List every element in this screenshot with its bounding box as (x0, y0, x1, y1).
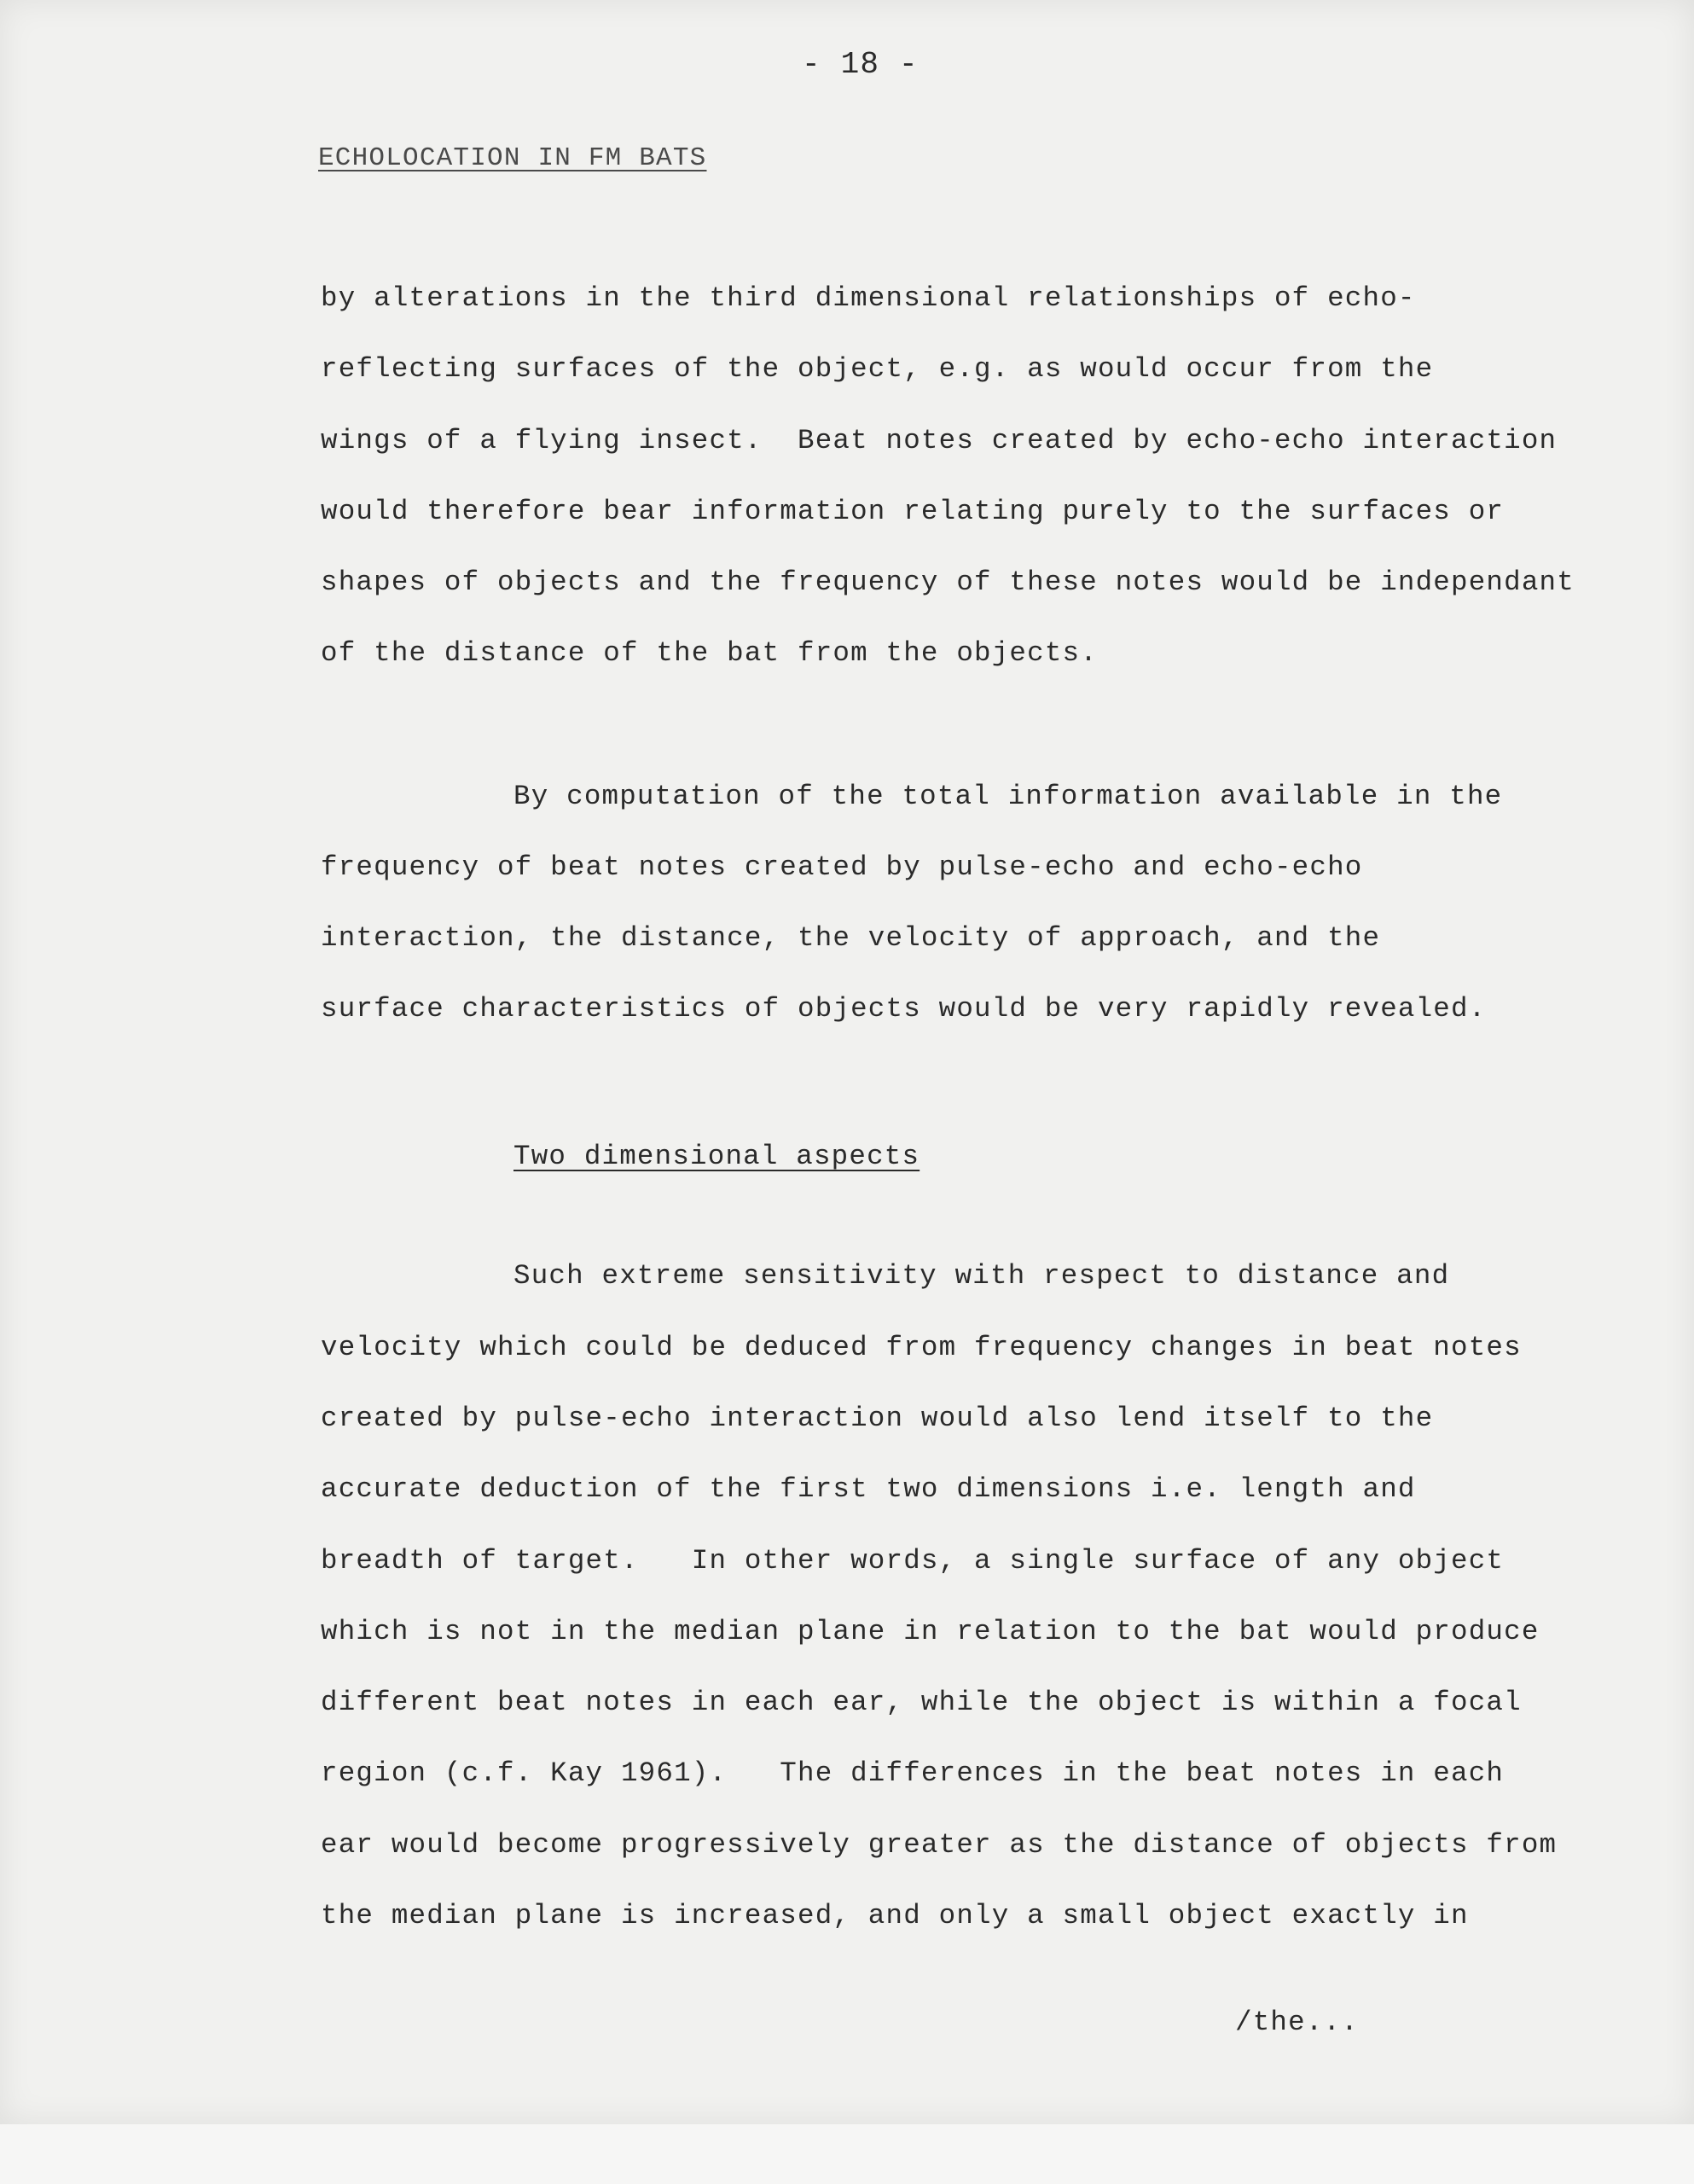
paragraph-3-line: the median plane is increased, and only a small object exactly in (321, 1900, 1469, 1931)
paragraph-1-line: reflecting surfaces of the object, e.g. as would occur from the (321, 353, 1434, 385)
paragraph-1-line: would therefore bear information relating purely to the surfaces or (321, 496, 1505, 527)
paragraph-1-line: by alterations in the third dimensional relationships of echo- (321, 282, 1416, 314)
running-head: ECHOLOCATION IN FM BATS (318, 143, 707, 173)
paragraph-3-line: which is not in the median plane in relation to the bat would produce (321, 1616, 1540, 1647)
paragraph-2-line: frequency of beat notes created by pulse-echo and echo-echo (321, 851, 1363, 883)
paragraph-3-line: Such extreme sensitivity with respect to distance and (513, 1260, 1450, 1292)
paragraph-3-line: velocity which could be deduced from frequency changes in beat notes (321, 1332, 1522, 1363)
paragraph-1-line: wings of a flying insect. Beat notes created by echo-echo interaction (321, 425, 1558, 456)
paragraph-3-line: region (c.f. Kay 1961). The differences in the beat notes in each (321, 1757, 1505, 1789)
paragraph-1-line: shapes of objects and the frequency of these notes would be independant (321, 566, 1575, 598)
paragraph-1-line: of the distance of the bat from the objects. (321, 637, 1098, 669)
scan-bottom-margin (0, 2124, 1694, 2184)
paragraph-2-line: surface characteristics of objects would be very rapidly revealed. (321, 993, 1487, 1025)
paragraph-2-line: By computation of the total information available in the (513, 781, 1503, 812)
paragraph-3-line: accurate deduction of the first two dimensions i.e. length and (321, 1473, 1416, 1505)
continuation-catchword: /the... (1235, 2007, 1359, 2038)
paragraph-2-line: interaction, the distance, the velocity of approach, and the (321, 922, 1381, 954)
paragraph-3-line: created by pulse-echo interaction would also lend itself to the (321, 1403, 1434, 1434)
paragraph-3-line: ear would become progressively greater as the distance of objects from (321, 1829, 1558, 1861)
page-number: - 18 - (802, 47, 919, 82)
paragraph-3-line: different beat notes in each ear, while the object is within a focal (321, 1687, 1522, 1718)
section-subheading: Two dimensional aspects (513, 1141, 920, 1172)
paragraph-3-line: breadth of target. In other words, a single surface of any object (321, 1545, 1505, 1577)
